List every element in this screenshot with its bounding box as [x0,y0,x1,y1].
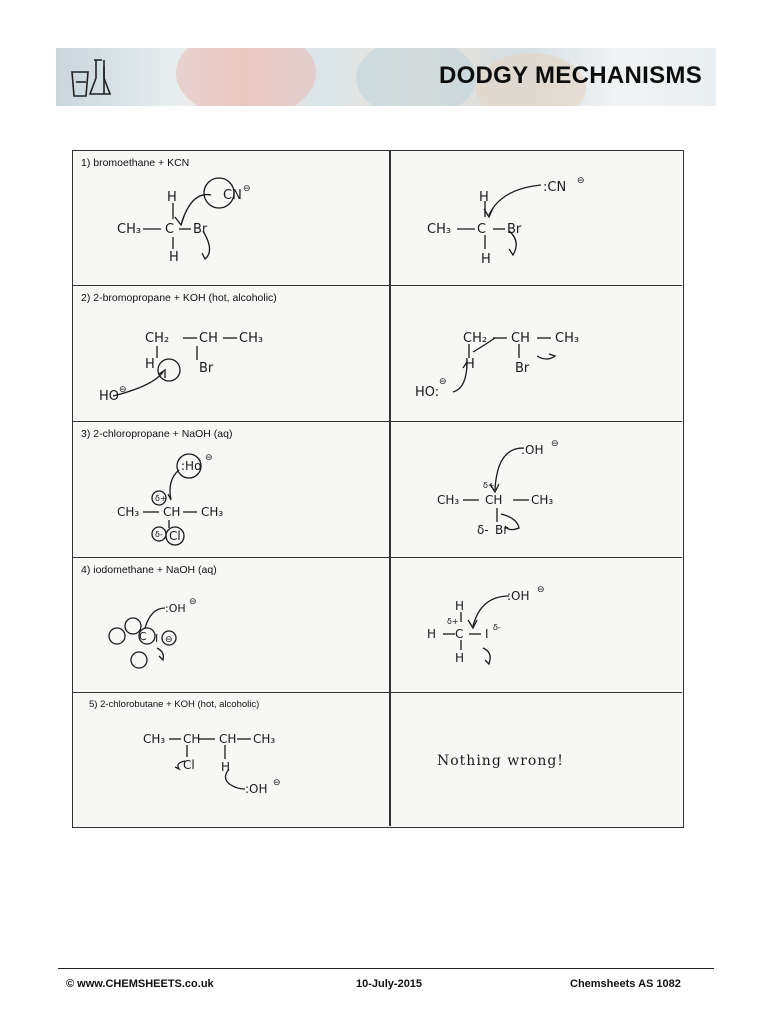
svg-text:Cl: Cl [169,529,181,543]
svg-text:δ+: δ+ [483,481,495,490]
svg-text:δ-: δ- [493,623,501,632]
svg-text:H: H [169,250,179,265]
student-mechanism-5 [73,693,389,826]
svg-text:H: H [479,190,489,205]
corrected-mechanism-1 [391,151,682,284]
svg-text:CN: CN [223,188,242,203]
svg-text:H: H [427,627,437,641]
svg-text:CH₃: CH₃ [143,732,166,746]
svg-text:⊖: ⊖ [577,176,585,186]
svg-text:δ-: δ- [155,530,163,539]
svg-text:CH₃: CH₃ [531,493,554,507]
svg-text::OH: :OH [521,443,544,457]
question-row-4 [73,558,682,693]
svg-text:Br: Br [495,523,509,537]
svg-text::OH: :OH [507,589,530,603]
svg-text:⊖: ⊖ [189,597,197,607]
corrected-mechanism-3 [391,422,682,556]
svg-text:CH₃: CH₃ [239,331,264,346]
svg-text:H: H [145,357,155,372]
question-label: 4) iodomethane + NaOH (aq) [81,564,217,576]
corrected-mechanism-4 [391,558,682,691]
banner-decor [176,48,316,106]
student-mechanism-4 [73,558,389,691]
svg-text:δ+: δ+ [447,617,459,626]
svg-text:CH₃: CH₃ [427,222,452,237]
svg-text:⊖: ⊖ [165,635,173,645]
svg-text:⊖: ⊖ [439,377,447,387]
svg-text:H: H [455,599,465,613]
svg-text:HO:: HO: [415,385,440,400]
svg-text:CH₃: CH₃ [437,493,460,507]
page-title: DODGY MECHANISMS [438,62,702,89]
svg-text:δ-: δ- [477,523,489,537]
svg-text:C: C [165,222,175,237]
svg-text:⊖: ⊖ [205,453,213,463]
footer-date: 10-July-2015 [356,978,423,990]
question-label: 5) 2-chlorobutane + KOH (hot, alcoholic) [89,699,260,710]
footer-copyright: © www.CHEMSHEETS.co.uk [66,978,214,990]
svg-text:CH₃: CH₃ [555,331,580,346]
svg-text:C: C [455,627,464,641]
svg-text:Cl: Cl [183,758,195,772]
footer-code: Chemsheets AS 1082 [570,978,681,990]
student-mechanism-3 [73,422,389,556]
student-mechanism-2 [73,286,389,420]
svg-text:CH: CH [485,493,503,507]
svg-text:CH: CH [183,732,201,746]
svg-text:⊖: ⊖ [273,778,281,788]
corrected-mechanism-5 [391,693,682,826]
question-label: 3) 2-chloropropane + NaOH (aq) [81,428,233,440]
svg-text:I: I [485,627,489,641]
svg-text::OH: :OH [165,602,186,615]
svg-text:⊖: ⊖ [119,385,127,395]
svg-text:C: C [139,630,147,643]
svg-text:⊖: ⊖ [537,585,545,595]
svg-text:HO: HO [99,389,120,404]
svg-text::Ho: :Ho [181,459,202,473]
question-row-1 [73,151,682,286]
question-label: 1) bromoethane + KCN [81,157,190,169]
svg-text:Br: Br [515,361,530,376]
svg-text:I: I [155,632,159,645]
svg-text:CH₂: CH₂ [145,331,170,346]
svg-text:CH₃: CH₃ [117,505,140,519]
svg-text:Br: Br [199,361,214,376]
svg-text:Br: Br [507,222,522,237]
footer-divider [58,968,714,969]
svg-text:H: H [221,760,231,774]
answer-text: Nothing wrong! [437,753,564,769]
svg-text:δ+: δ+ [155,494,167,503]
svg-text:CH₃: CH₃ [253,732,276,746]
svg-text:CH: CH [511,331,530,346]
student-mechanism-1 [73,151,389,284]
question-row-2 [73,286,682,422]
svg-text:H: H [481,252,491,267]
svg-text:H: H [465,357,475,372]
question-row-3 [73,422,682,558]
svg-text:⊖: ⊖ [551,439,559,449]
corrected-mechanism-2 [391,286,682,420]
svg-text:Br: Br [193,222,208,237]
worksheet-table [72,150,684,828]
header-banner [56,48,716,106]
svg-text:H: H [167,190,177,205]
svg-text:⊖: ⊖ [243,184,251,194]
question-row-5 [73,693,682,826]
svg-text:CH: CH [219,732,237,746]
svg-text:CH₃: CH₃ [117,222,142,237]
lab-glassware-icon [64,54,114,100]
svg-text::OH: :OH [245,782,268,796]
svg-text:CH: CH [163,505,181,519]
svg-text:H: H [455,651,465,665]
svg-text::CN: :CN [543,180,567,195]
svg-text:C: C [477,222,487,237]
question-label: 2) 2-bromopropane + KOH (hot, alcoholic) [81,292,277,304]
svg-text:CH₃: CH₃ [201,505,224,519]
svg-text:CH₂: CH₂ [463,331,488,346]
svg-text:CH: CH [199,331,218,346]
